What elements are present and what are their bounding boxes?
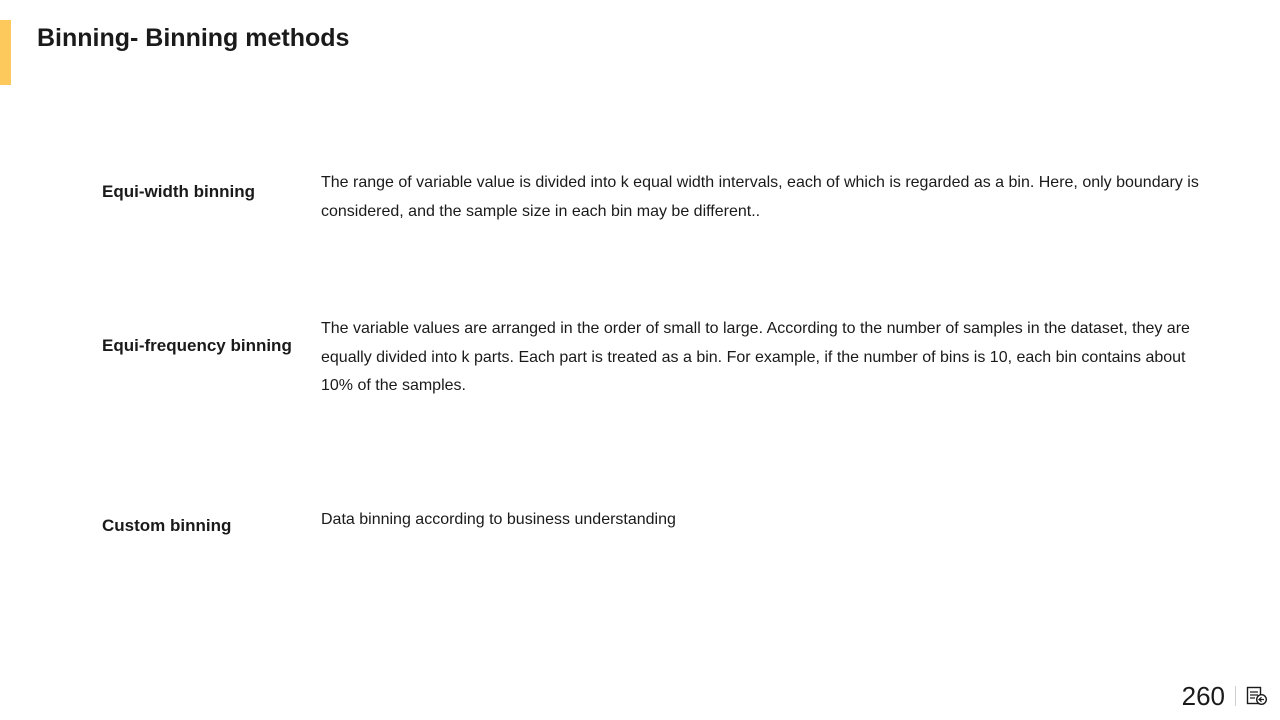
method-description: Data binning according to business understanding [321,511,676,528]
page-number: 260 [1181,681,1225,711]
method-term: Equi-frequency binning [102,336,292,355]
slide-title: Binning- Binning methods [37,24,350,52]
method-description: The range of variable value is divided into k equal width intervals, each of which is regarded as a bin. Here, only boundary is considered, and the sample size in each bin may be different.. [321,174,1199,220]
method-description: The variable values are arranged in the order of small to large. According to the number of samples in the dataset, they are equally divided into k parts. Each part is treated as a bin. For example, if the number of bins is 10, each bin contains about 10% of the samples. [321,320,1190,394]
title-accent-bar [0,20,11,85]
document-arrow-icon [1246,686,1268,706]
footer-divider [1235,686,1236,706]
method-term: Equi-width binning [102,182,255,201]
slide-footer [1182,682,1268,710]
method-term: Custom binning [102,516,232,535]
